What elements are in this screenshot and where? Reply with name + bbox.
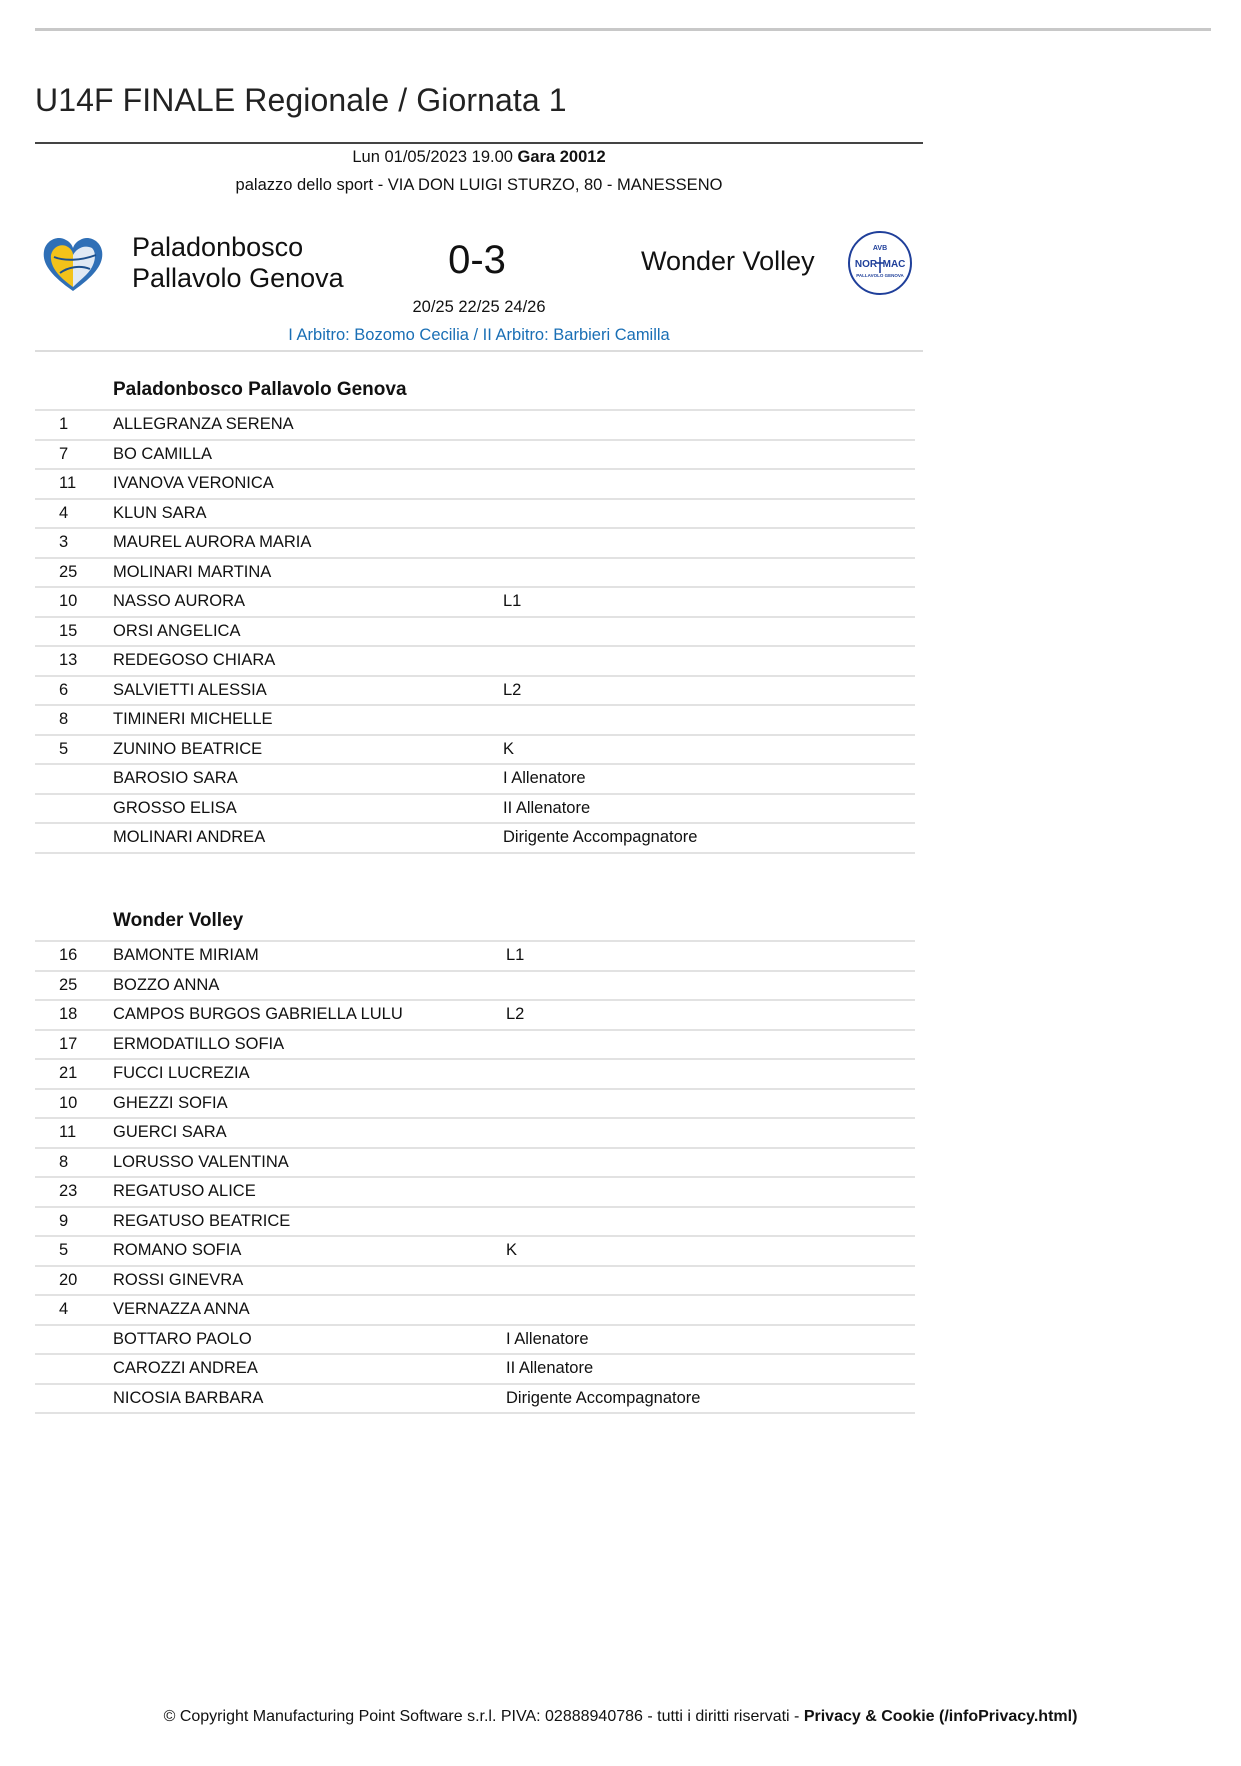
player-number: 4 [59,1300,69,1319]
home-roster-section [35,371,915,854]
player-number: 11 [59,1123,77,1142]
player-role: I Allenatore [503,769,586,788]
player-role: I Allenatore [506,1329,589,1348]
player-name: NICOSIA BARBARA [113,1388,264,1407]
match-venue: palazzo dello sport - VIA DON LUIGI STURZO, 80 - MANESSENO [235,176,723,194]
away-team-name: Wonder Volley [641,246,815,276]
heart-volleyball-logo-icon [40,231,106,297]
player-number: 8 [59,710,69,729]
player-role: K [503,739,515,758]
privacy-link[interactable]: Privacy & Cookie (/infoPrivacy.html) [803,1708,1078,1725]
roster-row [35,647,915,677]
player-number: 16 [59,946,78,965]
roster-row [35,677,915,707]
roster-row [35,706,915,736]
roster-team-title: Paladonbosco Pallavolo Genova [113,379,407,400]
roster-row [35,1326,915,1356]
roster-row [35,588,915,618]
player-name: BO CAMILLA [113,444,213,463]
player-role: L2 [506,1005,525,1024]
player-name: FUCCI LUCREZIA [113,1064,250,1083]
away-logo-text-top: AVB [872,245,888,252]
roster-row [35,1208,915,1238]
player-name: CAROZZI ANDREA [113,1359,258,1378]
away-logo-text-bottom: PALLAVOLO GENOVA [856,273,904,278]
player-name: ZUNINO BEATRICE [113,739,263,758]
player-number: 10 [59,592,78,611]
roster-row [35,1355,915,1385]
roster-row [35,795,915,825]
roster-row [35,1090,915,1120]
top-divider [35,28,1211,31]
home-team-name-line2: Pallavolo Genova [132,263,344,293]
page-title: U14F FINALE Regionale / Giornata 1 [35,82,567,118]
roster-row [35,765,915,795]
home-team-name-line1: Paladonbosco [132,232,304,262]
player-name: CAMPOS BURGOS GABRIELLA LULU [113,1005,403,1024]
roster-row [35,559,915,589]
roster-row [35,470,915,500]
roster-row [35,1296,915,1326]
player-name: ORSI ANGELICA [113,621,241,640]
roster-row [35,500,915,530]
player-role: II Allenatore [503,798,591,817]
player-number: 20 [59,1270,78,1289]
player-name: SALVIETTI ALESSIA [113,680,267,699]
player-name: ROMANO SOFIA [113,1241,242,1260]
player-number: 10 [59,1093,78,1112]
player-name: VERNAZZA ANNA [113,1300,250,1319]
player-role: L1 [503,592,522,611]
player-name: TIMINERI MICHELLE [113,710,273,729]
referees-line: I Arbitro: Bozomo Cecilia / II Arbitro: Barbieri Camilla [288,326,670,344]
roster-row [35,1060,915,1090]
player-number: 17 [59,1034,78,1053]
roster-row [35,529,915,559]
roster-row [35,1385,915,1415]
roster-row [35,618,915,648]
player-name: KLUN SARA [113,503,207,522]
player-number: 9 [59,1211,69,1230]
player-number: 23 [59,1182,78,1201]
roster-row [35,1031,915,1061]
player-number: 25 [59,975,78,994]
away-roster-section [35,902,915,1414]
player-role: II Allenatore [506,1359,594,1378]
player-name: GROSSO ELISA [113,798,237,817]
roster-row [35,1119,915,1149]
match-date-time: Lun 01/05/2023 19.00 [352,148,513,166]
player-role: K [506,1241,518,1260]
player-name: BAMONTE MIRIAM [113,946,259,965]
player-number: 13 [59,651,78,670]
title-divider [35,142,923,144]
player-number: 4 [59,503,69,522]
player-name: MOLINARI MARTINA [113,562,272,581]
roster-row [35,824,915,854]
player-role: Dirigente Accompagnatore [503,828,698,847]
roster-row [35,1178,915,1208]
player-name: MOLINARI ANDREA [113,828,266,847]
player-name: NASSO AURORA [113,592,246,611]
match-date-line [35,148,923,167]
player-role: Dirigente Accompagnatore [506,1388,701,1407]
player-role: L2 [503,680,522,699]
roster-team-title: Wonder Volley [113,910,244,931]
player-name: ALLEGRANZA SERENA [113,415,294,434]
home-team-name [132,232,344,294]
player-number: 5 [59,739,69,758]
player-name: REGATUSO BEATRICE [113,1211,291,1230]
roster-row [35,1001,915,1031]
game-number: Gara 20012 [517,148,606,166]
roster-row [35,972,915,1002]
home-roster-list [35,409,915,854]
roster-row [35,1149,915,1179]
player-name: GHEZZI SOFIA [113,1093,228,1112]
roster-row [35,942,915,972]
player-role: L1 [506,946,525,965]
roster-row [35,441,915,471]
player-name: BOZZO ANNA [113,975,220,994]
header-divider [35,350,923,352]
player-number: 11 [59,474,77,493]
player-name: IVANOVA VERONICA [113,474,274,493]
away-logo-text-right: MAC [882,259,906,270]
roster-row [35,1237,915,1267]
set-scores: 20/25 22/25 24/26 [412,298,546,316]
player-name: BOTTARO PAOLO [113,1329,252,1348]
player-number: 15 [59,621,78,640]
away-roster-list [35,940,915,1414]
roster-row [35,411,915,441]
normac-avb-circle-logo-icon [847,230,913,296]
player-name: BAROSIO SARA [113,769,238,788]
player-name: REDEGOSO CHIARA [113,651,276,670]
player-name: LORUSSO VALENTINA [113,1152,289,1171]
player-number: 1 [59,415,69,434]
roster-row [35,1267,915,1297]
player-name: MAUREL AURORA MARIA [113,533,312,552]
player-number: 25 [59,562,78,581]
player-number: 6 [59,680,69,699]
player-name: GUERCI SARA [113,1123,227,1142]
player-number: 8 [59,1152,69,1171]
away-logo-text-left: NOR [854,259,878,270]
player-name: REGATUSO ALICE [113,1182,256,1201]
match-score: 0-3 [448,238,506,282]
player-number: 21 [59,1064,78,1083]
player-number: 3 [59,533,69,552]
roster-row [35,736,915,766]
player-number: 7 [59,444,69,463]
player-name: ROSSI GINEVRA [113,1270,244,1289]
player-number: 18 [59,1005,78,1024]
player-name: ERMODATILLO SOFIA [113,1034,285,1053]
footer-copyright: © Copyright Manufacturing Point Software s.r.l. PIVA: 02888940786 - tutti i diritti riservati - [163,1708,804,1725]
footer [0,1708,1241,1726]
player-number: 5 [59,1241,69,1260]
